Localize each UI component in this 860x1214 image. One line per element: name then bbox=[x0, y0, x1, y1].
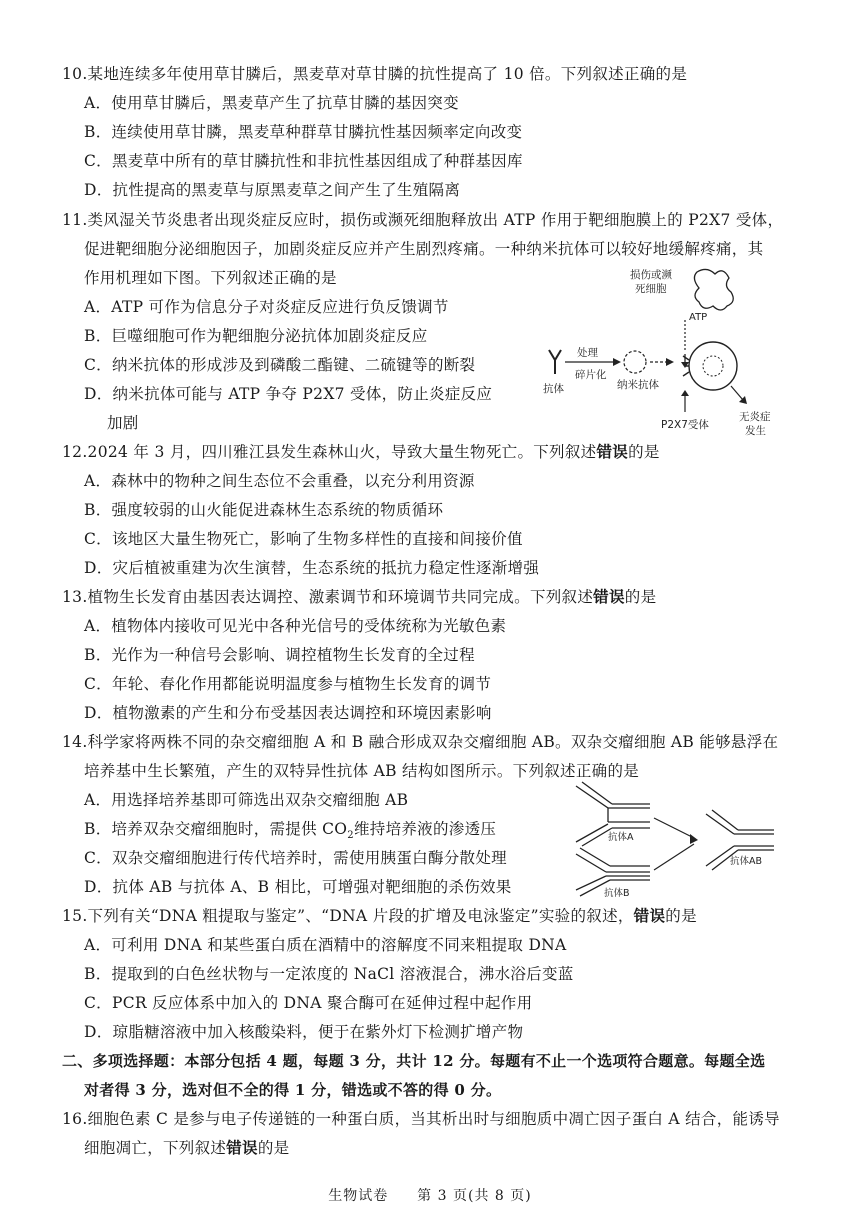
q15-stem bbox=[62, 906, 697, 926]
page-footer bbox=[0, 1185, 860, 1205]
q14-stem-line1: 14.科学家将两株不同的杂交瘤细胞 A 和 B 融合形成双杂交瘤细胞 AB。双杂交瘤细胞 AB 能够悬浮在 bbox=[62, 733, 779, 751]
q15-option-c: C．PCR 反应体系中加入的 DNA 聚合酶可在延伸过程中起作用 bbox=[84, 994, 533, 1012]
q14-option-b-pre: B．培养双杂交瘤细胞时，需提供 CO bbox=[84, 820, 348, 838]
q10-option-d: D．抗性提高的黑麦草与原黑麦草之间产生了生殖隔离 bbox=[84, 181, 461, 199]
label-antibody-ab: 抗体AB bbox=[730, 856, 763, 867]
arrow-b-to-ab bbox=[654, 844, 694, 870]
receptor-pointer-head bbox=[681, 390, 689, 396]
label-no-inflammation-1: 无炎症 bbox=[739, 411, 771, 423]
q14-option-b bbox=[84, 819, 496, 846]
q13-stem-post: 的是 bbox=[624, 588, 657, 606]
q13-stem bbox=[62, 587, 656, 607]
nanobody-mechanism-figure bbox=[535, 262, 795, 442]
q10-stem: 10.某地连续多年使用草甘膦后，黑麦草对草甘膦的抗性提高了 10 倍。下列叙述正确的是 bbox=[62, 65, 688, 83]
q10-option-c: C．黑麦草中所有的草甘膦抗性和非抗性基因组成了种群基因库 bbox=[84, 152, 523, 170]
label-antibody-a: 抗体A bbox=[608, 832, 634, 843]
no-inflammation-arrow bbox=[731, 386, 743, 400]
q15-stem-pre: 15.下列有关“DNA 粗提取与鉴定”、“DNA 片段的扩增及电泳鉴定”实验的叙述， bbox=[62, 907, 634, 925]
label-damaged-cell-1: 损伤或濒 bbox=[630, 269, 672, 281]
arrow-ab-head bbox=[690, 834, 698, 844]
q15-option-b: B．提取到的白色丝状物与一定浓度的 NaCl 溶液混合，沸水浴后变蓝 bbox=[84, 965, 574, 983]
q15-stem-emphasis: 错误 bbox=[633, 906, 666, 925]
q14-option-b-sub: 2 bbox=[347, 830, 354, 842]
q16-stem-line2 bbox=[84, 1138, 289, 1158]
section2-heading-line2: 对者得 3 分，选对但不全的得 1 分，错选或不答的得 0 分。 bbox=[84, 1081, 502, 1099]
antibody-glyph bbox=[549, 350, 561, 374]
target-cell-shape bbox=[689, 342, 737, 390]
q16-stem-pre: 细胞凋亡，下列叙述 bbox=[84, 1139, 227, 1157]
arrow-a-to-ab bbox=[654, 818, 694, 838]
q11-option-d: D．纳米抗体可能与 ATP 争夺 P2X7 受体，防止炎症反应 bbox=[84, 385, 493, 403]
q12-stem-emphasis: 错误 bbox=[596, 442, 629, 461]
nano-antibody-shape bbox=[624, 351, 646, 373]
label-no-inflammation-2: 发生 bbox=[745, 425, 766, 437]
label-nano-antibody: 纳米抗体 bbox=[617, 379, 659, 391]
label-antibody: 抗体 bbox=[543, 383, 564, 395]
label-fragment: 碎片化 bbox=[575, 369, 607, 381]
section2-heading-line1: 二、多项选择题：本部分包括 4 题，每题 3 分，共计 12 分。每题有不止一个选项符合题意。每题全选 bbox=[62, 1052, 766, 1070]
label-antibody-b: 抗体B bbox=[604, 888, 630, 899]
q13-option-d: D．植物激素的产生和分布受基因表达调控和环境因素影响 bbox=[84, 704, 492, 722]
q14-stem-line2: 培养基中生长繁殖，产生的双特异性抗体 AB 结构如图所示。下列叙述正确的是 bbox=[84, 762, 640, 780]
q11-option-a: A．ATP 可作为信息分子对炎症反应进行负反馈调节 bbox=[84, 298, 449, 316]
q13-option-c: C．年轮、春化作用都能说明温度参与植物生长发育的调节 bbox=[84, 675, 492, 693]
q14-option-c: C．双杂交瘤细胞进行传代培养时，需使用胰蛋白酶分散处理 bbox=[84, 849, 507, 867]
footer-page-number: 第 3 页(共 8 页) bbox=[417, 1188, 532, 1204]
q11-stem-line3: 作用机理如下图。下列叙述正确的是 bbox=[84, 269, 337, 287]
q13-stem-emphasis: 错误 bbox=[593, 587, 625, 606]
q11-stem-line1: 11.类风湿关节炎患者出现炎症反应时，损伤或濒死细胞释放出 ATP 作用于靶细胞膜上的 P2X7 受体， bbox=[62, 211, 784, 229]
label-atp: ATP bbox=[689, 312, 708, 323]
q12-option-b: B．强度较弱的山火能促进森林生态系统的物质循环 bbox=[84, 501, 444, 519]
q16-stem-line1: 16.细胞色素 C 是参与电子传递链的一种蛋白质，当其析出时与细胞质中凋亡因子蛋白 A 结合，能诱导 bbox=[62, 1110, 780, 1128]
q14-option-b-post: 维持培养液的渗透压 bbox=[353, 820, 497, 838]
q12-option-c: C．该地区大量生物死亡，影响了生物多样性的直接和间接价值 bbox=[84, 530, 523, 548]
q14-option-d: D．抗体 AB 与抗体 A、B 相比，可增强对靶细胞的杀伤效果 bbox=[84, 878, 512, 896]
q11-option-b: B．巨噬细胞可作为靶细胞分泌抗体加剧炎症反应 bbox=[84, 327, 428, 345]
q13-option-a: A．植物体内接收可见光中各种光信号的受体统称为光敏色素 bbox=[84, 617, 507, 635]
q10-option-b: B．连续使用草甘膦，黑麦草种群草甘膦抗性基因频率定向改变 bbox=[84, 123, 523, 141]
label-damaged-cell-2: 死细胞 bbox=[635, 283, 667, 295]
nano-arrowhead bbox=[666, 358, 674, 366]
q11-option-d-cont: 加剧 bbox=[107, 414, 139, 432]
q11-option-c: C．纳米抗体的形成涉及到磷酸二酯键、二硫键等的断裂 bbox=[84, 356, 476, 374]
target-cell-nucleus bbox=[703, 356, 723, 376]
atp-arrowhead bbox=[681, 362, 689, 368]
footer-subject: 生物试卷 bbox=[328, 1188, 389, 1204]
q15-option-d: D．琼脂糖溶液中加入核酸染料，便于在紫外灯下检测扩增产物 bbox=[84, 1023, 524, 1041]
q11-stem-line2: 促进靶细胞分泌细胞因子，加剧炎症反应并产生剧烈疼痛。一种纳米抗体可以较好地缓解疼痛，其 bbox=[84, 240, 764, 258]
q13-option-b: B．光作为一种信号会影响、调控植物生长发育的全过程 bbox=[84, 646, 475, 664]
process-arrowhead bbox=[613, 358, 621, 366]
q16-stem-post: 的是 bbox=[257, 1139, 290, 1157]
bispecific-antibody-figure bbox=[570, 778, 780, 904]
q15-stem-post: 的是 bbox=[665, 907, 697, 925]
q12-stem bbox=[62, 442, 660, 462]
q14-option-a: A．用选择培养基即可筛选出双杂交瘤细胞 AB bbox=[84, 791, 409, 809]
q10-option-a: A．使用草甘膦后，黑麦草产生了抗草甘膦的基因突变 bbox=[84, 94, 459, 112]
q16-stem-emphasis: 错误 bbox=[226, 1138, 258, 1157]
q13-stem-pre: 13.植物生长发育由基因表达调控、激素调节和环境调节共同完成。下列叙述 bbox=[62, 588, 594, 606]
damaged-cell-shape bbox=[694, 269, 733, 310]
q12-stem-post: 的是 bbox=[628, 443, 660, 461]
label-process: 处理 bbox=[577, 347, 598, 359]
q12-option-d: D．灾后植被重建为次生演替，生态系统的抵抗力稳定性逐渐增强 bbox=[84, 559, 540, 577]
label-p2x7-receptor: P2X7受体 bbox=[661, 419, 709, 431]
q12-stem-pre: 12.2024 年 3 月，四川雅江县发生森林山火，导致大量生物死亡。下列叙述 bbox=[62, 443, 597, 461]
q12-option-a: A．森林中的物种之间生态位不会重叠，以充分利用资源 bbox=[84, 472, 475, 490]
q15-option-a: A．可利用 DNA 和某些蛋白质在酒精中的溶解度不同来粗提取 DNA bbox=[84, 936, 567, 954]
